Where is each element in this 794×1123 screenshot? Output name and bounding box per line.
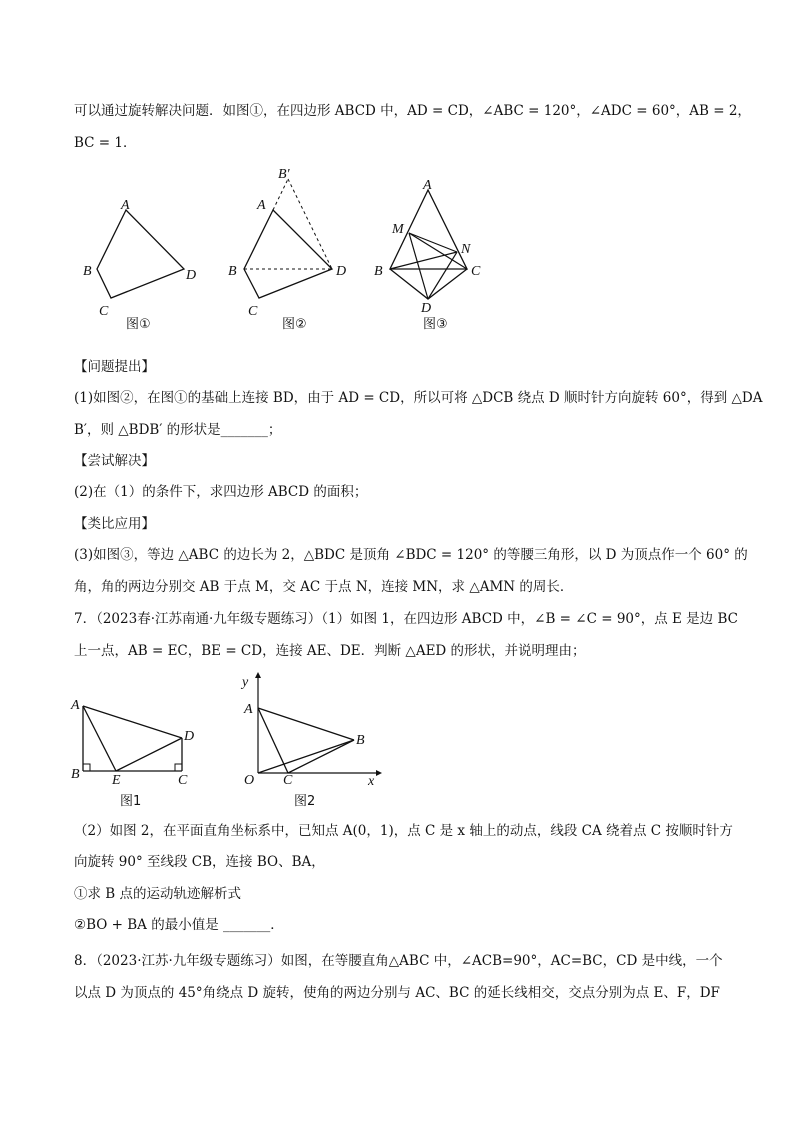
figure-1 (70, 165, 220, 340)
question-7-line-2: 上一点，AB = EC，BE = CD，连接 AE、DE．判断 △AED 的形状，并说明理由； (74, 643, 586, 659)
figq7-2-label-x: x (368, 774, 375, 789)
fig2-label-Bprime: B′ (278, 167, 290, 182)
figure-q7-2 (228, 668, 388, 810)
figq7-2-caption: 图2 (294, 794, 316, 809)
text-line-1: 可以通过旋转解决问题．如图①，在四边形 ABCD 中，AD = CD，∠ABC = 120°，∠ADC = 60°，AB = 2， (74, 103, 751, 119)
text-line-10: 角，角的两边分别交 AB 于点 M，交 AC 于点 N，连接 MN，求 △AMN 的周长． (74, 579, 574, 595)
question-7-sub-2: ②BO + BA 的最小值是 _______． (74, 917, 284, 933)
fig1-label-D: D (186, 268, 197, 283)
fig3-label-A: A (423, 178, 432, 193)
fig3-label-D: D (421, 301, 432, 316)
figq7-2-label-A: A (244, 702, 253, 717)
question-7-line-1: 7．（2023春·江苏南通·九年级专题练习）（1）如图 1，在四边形 ABCD 中，∠B = ∠C = 90°，点 E 是边 BC (74, 611, 738, 627)
figure-3 (370, 175, 500, 340)
figq7-1-label-E: E (112, 773, 121, 788)
question-7-part2-line-1: （2）如图 2，在平面直角坐标系中，已知点 A(0，1)，点 C 是 x 轴上的动点，线段 CA 绕着点 C 按顺时针方 (74, 823, 733, 839)
question-8-line-2: 以点 D 为顶点的 45°角绕点 D 旋转，使角的两边分别与 AC、BC 的延长线相交，交点分别为点 E、F，DF (74, 985, 720, 1001)
text-line-9: (3)如图③，等边 △ABC 的边长为 2，△BDC 是顶角 ∠BDC = 120° 的等腰三角形，以 D 为顶点作一个 60° 的 (74, 547, 748, 563)
figq7-1-label-A: A (71, 698, 80, 713)
section-heading-problem: 【问题提出】 (74, 359, 155, 375)
text-line-2: BC = 1． (74, 135, 137, 151)
text-line-7: (2)在（1）的条件下，求四边形 ABCD 的面积； (74, 484, 368, 500)
figq7-1-label-D: D (184, 729, 195, 744)
figure-q7-1 (66, 690, 206, 810)
fig3-label-N: N (461, 242, 471, 257)
figq7-2-label-O: O (244, 773, 255, 788)
fig2-label-D: D (336, 264, 347, 279)
question-7-part2-line-2: 向旋转 90° 至线段 CB，连接 BO、BA， (74, 854, 325, 870)
fig3-label-C: C (471, 264, 481, 279)
figq7-2-label-y: y (242, 675, 249, 690)
fig3-label-B: B (374, 264, 383, 279)
fig1-label-A: A (121, 198, 130, 213)
fig3-caption: 图③ (423, 317, 448, 332)
figq7-2-label-B: B (356, 733, 365, 748)
section-heading-analogy: 【类比应用】 (74, 516, 155, 532)
fig2-caption: 图② (282, 317, 307, 332)
question-8-line-1: 8．（2023·江苏·九年级专题练习）如图，在等腰直角△ABC 中，∠ACB=90°，AC=BC，CD 是中线，一个 (74, 953, 723, 969)
text-line-5: B′，则 △BDB′ 的形状是_______； (74, 422, 282, 438)
fig3-label-M: M (392, 222, 404, 237)
figure-2 (222, 165, 362, 340)
fig1-label-C: C (99, 304, 109, 319)
question-7-sub-1: ①求 B 点的运动轨迹解析式 (74, 886, 242, 902)
figq7-1-label-B: B (71, 767, 80, 782)
fig2-label-B: B (228, 264, 237, 279)
fig1-label-B: B (83, 264, 92, 279)
fig1-caption: 图① (126, 317, 151, 332)
fig2-label-A: A (257, 198, 266, 213)
figq7-1-caption: 图1 (120, 794, 142, 809)
text-line-4: (1)如图②，在图①的基础上连接 BD，由于 AD = CD，所以可将 △DCB 绕点 D 顺时针方向旋转 60°，得到 △DA (74, 390, 763, 406)
figq7-1-label-C: C (178, 773, 188, 788)
section-heading-attempt: 【尝试解决】 (74, 453, 155, 469)
figq7-2-label-C: C (283, 773, 293, 788)
fig2-label-C: C (248, 304, 258, 319)
